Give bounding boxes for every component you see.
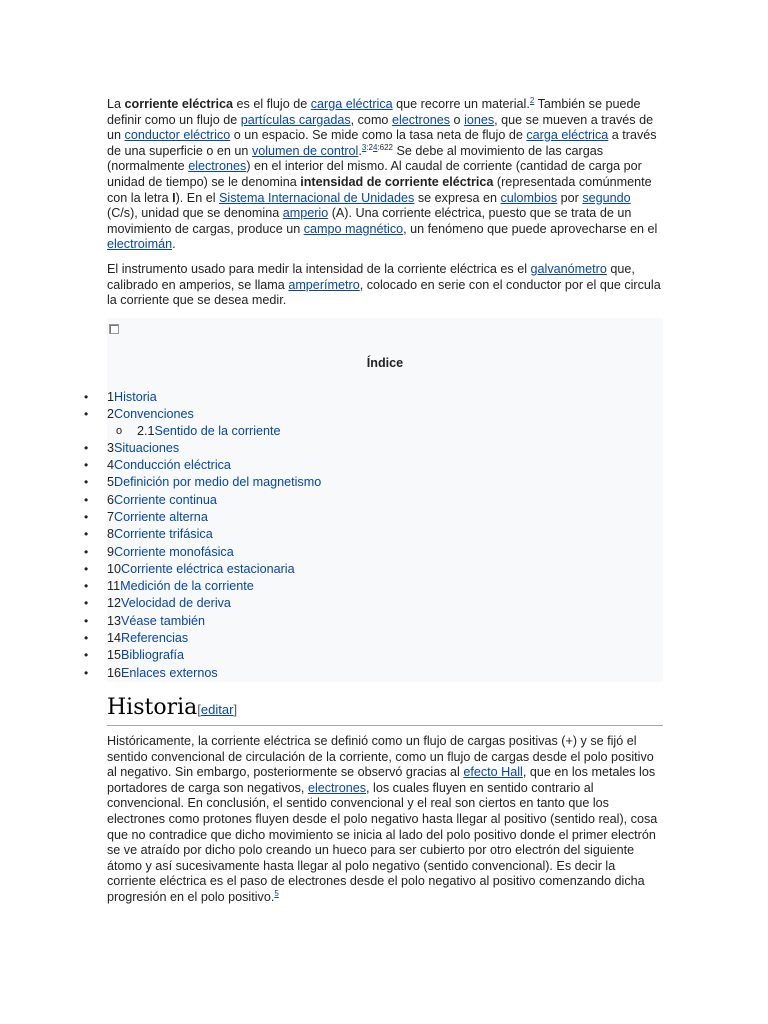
inline-link[interactable]: electrones [188, 159, 247, 174]
toc-item [84, 647, 663, 664]
bullet-icon: • [84, 475, 89, 490]
bullet-icon: • [84, 458, 89, 473]
edit-bracket-close: ] [233, 701, 238, 717]
bold-term: corriente eléctrica [124, 97, 234, 111]
text-run: se expresa en [414, 190, 501, 205]
historia-paragraph [107, 734, 663, 906]
toc-list [84, 389, 663, 682]
reference-superscript [377, 143, 393, 152]
toc-number: 5 [107, 475, 115, 490]
reference-superscript[interactable] [274, 889, 278, 898]
edit-section [197, 702, 237, 717]
toc-link[interactable]: Corriente continua [114, 492, 217, 507]
section-heading-historia [107, 694, 663, 726]
toc-item [84, 595, 663, 612]
toc-number: 2 [107, 407, 115, 422]
toc-number: 6 [107, 492, 115, 507]
bullet-icon: • [84, 510, 89, 524]
toc-number: 4 [107, 458, 115, 473]
toc-number: 12 [107, 596, 122, 611]
bullet-icon: • [84, 596, 89, 611]
toc-number: 1 [107, 389, 115, 404]
bullet-icon: • [84, 492, 89, 507]
inline-link[interactable]: electrones [307, 780, 367, 795]
text-run: . [358, 143, 362, 158]
bullet-icon: • [84, 561, 89, 576]
toc-number: 7 [107, 510, 115, 524]
toc-item [84, 578, 663, 595]
text-run: :622 [377, 142, 394, 152]
text-run: o [450, 112, 465, 127]
section-heading-text: Historia [107, 694, 198, 720]
inline-link[interactable]: 5 [274, 888, 279, 898]
toc-item [84, 457, 663, 474]
toc-header-bar [107, 318, 663, 343]
bullet-icon: • [84, 631, 89, 646]
text-run: , un fenómeno que puede aprovecharse en el [403, 221, 658, 236]
toc-link[interactable]: Conducción eléctrica [114, 458, 231, 473]
toc-item [84, 406, 663, 423]
bullet-icon: • [84, 527, 89, 542]
toc-item [84, 526, 663, 543]
inline-link[interactable]: volumen de control [251, 143, 359, 158]
text-run: por [557, 190, 583, 205]
edit-section-link[interactable]: editar [200, 701, 234, 717]
text-run: o un espacio. Se mide como la tasa neta de flujo de [230, 128, 527, 143]
inline-link[interactable]: 3 [361, 142, 367, 152]
intro-paragraph-2 [107, 262, 663, 309]
toc-link[interactable]: Enlaces externos [121, 665, 218, 680]
bold-term: intensidad de corriente eléctrica [300, 174, 494, 189]
text-run: que recorre un material. [392, 97, 530, 111]
toc-link[interactable]: Corriente trifásica [114, 527, 213, 542]
toc-link[interactable]: Sentido de la corriente [154, 424, 281, 439]
text-run: , que se mueven a través de un [107, 112, 654, 143]
inline-link[interactable]: amperímetro [288, 277, 360, 292]
bullet-icon: • [84, 544, 89, 559]
text-run: ) en el interior del mismo. Al caudal de corriente (cantidad de carga por unidad de tiempo) se le denomina [107, 159, 642, 189]
bullet-icon: • [84, 579, 89, 594]
toc-link[interactable]: Situaciones [114, 440, 180, 455]
toc-number: 13 [107, 613, 122, 628]
toc-item [84, 544, 663, 561]
toc-item [84, 389, 663, 406]
toc-link[interactable]: Bibliografía [121, 648, 185, 663]
inline-link[interactable]: 2 [529, 95, 535, 105]
toc-link[interactable]: Corriente eléctrica estacionaria [121, 561, 295, 576]
inline-link[interactable]: Sistema Internacional de Unidades [219, 190, 415, 205]
inline-link[interactable]: segundo [582, 190, 631, 205]
toc-link[interactable]: Historia [114, 389, 157, 404]
text-run: El instrumento usado para medir la intensidad de la corriente eléctrica es el [107, 261, 531, 276]
inline-link[interactable]: conductor eléctrico [124, 128, 231, 143]
inline-link[interactable]: electrones [391, 112, 451, 127]
toc-toggle-checkbox-icon[interactable] [109, 324, 119, 334]
toc-link[interactable]: Convenciones [114, 407, 194, 422]
toc-item [84, 630, 663, 647]
toc-number: 10 [107, 561, 122, 576]
bullet-icon: • [84, 440, 89, 455]
bullet-icon: • [84, 407, 89, 422]
toc-number: 8 [107, 527, 115, 542]
text-run: ). En el [175, 190, 220, 205]
text-run: (C/s), unidad que se denomina [107, 206, 283, 221]
text-run: que, calibrado en amperios, se llama [107, 261, 635, 292]
toc-item [84, 474, 663, 491]
toc-link[interactable]: Velocidad de deriva [121, 596, 231, 611]
toc-item [84, 492, 663, 509]
article-body [84, 95, 663, 906]
inline-link[interactable]: culombios [500, 190, 558, 205]
edit-bracket-open: [ [197, 701, 201, 717]
inline-link[interactable]: galvanómetro [530, 261, 607, 276]
circle-bullet-icon: o [116, 425, 123, 438]
toc-number: 3 [107, 440, 115, 455]
bullet-icon: • [84, 389, 89, 404]
inline-link[interactable]: carga eléctrica [526, 128, 609, 143]
toc-number: 11 [107, 579, 121, 594]
toc-item [84, 613, 663, 630]
inline-link[interactable]: amperio [282, 206, 329, 221]
toc-link[interactable]: Corriente monofásica [114, 544, 234, 559]
toc-number: 14 [107, 631, 122, 646]
text-run: es el flujo de [233, 97, 311, 111]
inline-link[interactable]: efecto Hall [463, 765, 523, 780]
text-run: También se puede definir como un flujo de [107, 97, 641, 127]
inline-link[interactable]: carga eléctrica [310, 97, 393, 111]
toc-link[interactable]: Definición por medio del magnetismo [114, 475, 322, 490]
text-run: , como [350, 112, 392, 127]
toc-item [84, 440, 663, 457]
toc-link[interactable]: Medición de la corriente [120, 579, 254, 594]
text-run: Históricamente, la corriente eléctrica se definió como un flujo de cargas positivas (+) y se fijó el sentido convencional de circulación de la corriente, como un flujo de cargas desde el polo positivo al negativo. Sin embargo, posteriormente se observó gracias al [107, 733, 654, 780]
text-run: La [107, 97, 125, 111]
text-run: , colocado en serie con el conductor por el que circula la corriente que se desea medir. [107, 277, 661, 308]
toc-number: 9 [107, 544, 115, 559]
toc-subitem [107, 423, 663, 440]
text-run: , los cuales fluyen en sentido contrario al convencional. En conclusión, el sentido convencional y el real son ciertos en tanto que los electrones como protones fluyen desde el polo negativo hasta llegar al positivo (sentido real), cosa que no contradice que dicho movimiento se inicia al lado del polo positivo donde el primer electrón se ve atraído por dicho polo creando un hueco para ser cubierto por otro electrón del siguiente átomo y así sucesivamente hasta llegar al polo negativo (sentido convencional). Es decir la corriente eléctrica es el paso de electrones desde el polo negativo al positivo comenzando dicha progresión en el polo positivo. [107, 780, 658, 904]
text-run: Se debe al movimiento de las cargas (normalmente [107, 143, 604, 174]
toc-item [84, 509, 663, 526]
table-of-contents [84, 318, 663, 682]
toc-link[interactable]: Véase también [121, 613, 206, 628]
inline-link[interactable]: 4 [372, 142, 378, 152]
toc-item [84, 665, 663, 682]
inline-link[interactable]: iones [464, 112, 495, 127]
inline-link[interactable]: partículas cargadas [240, 112, 351, 127]
text-run: , que en los metales los portadores de carga son negativos, [107, 765, 656, 795]
inline-link[interactable]: electroimán [107, 237, 173, 252]
text-run: :2 [366, 142, 373, 152]
text-run: (A). Una corriente eléctrica, puesto que se trata de un movimiento de cargas, produce un [107, 206, 632, 236]
bullet-icon: • [84, 613, 89, 628]
intro-paragraph-1 [107, 97, 663, 253]
toc-link[interactable]: Referencias [121, 631, 189, 646]
reference-superscript [366, 143, 373, 152]
inline-link[interactable]: campo magnético [303, 221, 404, 236]
toc-number: 2.1 [137, 424, 155, 439]
toc-number: 16 [107, 665, 122, 680]
text-run: a través de una superficie o en un [107, 128, 657, 158]
toc-item [84, 561, 663, 578]
toc-number: 15 [107, 648, 122, 663]
text-run: (representada comúnmente con la letra [107, 174, 652, 205]
text-run: . [172, 237, 176, 252]
bullet-icon: • [84, 648, 89, 663]
toc-title: Índice [366, 355, 404, 370]
bullet-icon: • [84, 665, 89, 680]
toc-link[interactable]: Corriente alterna [114, 510, 208, 524]
bold-term: I [172, 190, 176, 205]
